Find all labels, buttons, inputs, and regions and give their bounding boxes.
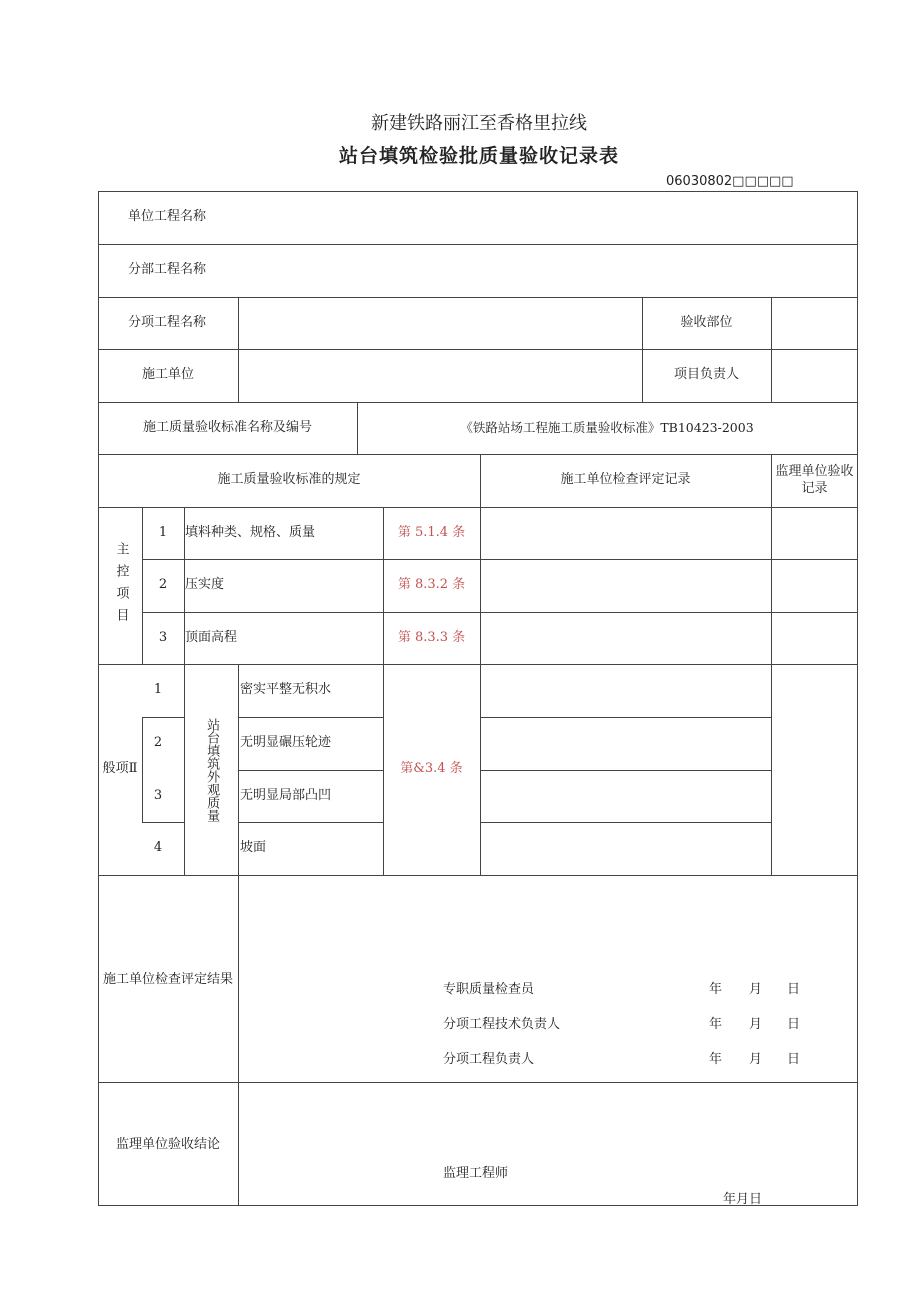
main-control-label: 主控项目 xyxy=(113,541,129,630)
main-item-name: 压实度 xyxy=(185,577,225,593)
general-item-name: 无明显局部凸凹 xyxy=(240,787,332,803)
signer-day: 日 xyxy=(787,982,801,997)
general-label: 般项Ⅱ xyxy=(102,761,138,777)
general-clause: 第&3.4 条 xyxy=(400,761,463,777)
general-group-label: 站台填筑外观质量 xyxy=(204,717,220,822)
contractor-record-header: 施工单位检查评定记录 xyxy=(560,472,691,488)
standard-label: 施工质量验收标准名称及编号 xyxy=(142,419,312,435)
doc-number: 06030802□□□□□ xyxy=(666,174,794,189)
acceptance-part-label: 验收部位 xyxy=(680,314,733,330)
general-item-no: 2 xyxy=(153,735,163,751)
supervisor-engineer-label: 监理工程师 xyxy=(443,1166,509,1181)
signer-year: 年 xyxy=(709,1052,723,1067)
sub-project-label: 分部工程名称 xyxy=(128,262,207,278)
main-item-clause: 第 5.1.4 条 xyxy=(397,524,466,540)
supervisor-date: 年月日 xyxy=(723,1192,763,1207)
general-item-no: 1 xyxy=(153,682,163,698)
spec-header: 施工质量验收标准的规定 xyxy=(217,472,361,488)
contractor-result-label: 施工单位检查评定结果 xyxy=(102,971,233,987)
general-item-name: 坡面 xyxy=(240,840,267,856)
main-item-name: 填料种类、规格、质量 xyxy=(185,524,316,540)
main-item-no: 3 xyxy=(158,629,168,645)
contractor-label: 施工单位 xyxy=(141,367,194,383)
main-item-name: 顶面高程 xyxy=(185,629,238,645)
general-item-no: 3 xyxy=(153,787,163,803)
standard-value: 《铁路站场工程施工质量验收标准》TB10423-2003 xyxy=(460,419,754,435)
general-item-no: 4 xyxy=(153,840,163,856)
supervisor-result-label: 监理单位验收结论 xyxy=(115,1136,220,1152)
general-item-name: 密实平整无积水 xyxy=(240,682,332,698)
form-title: 站台填筑检验批质量验收记录表 xyxy=(338,145,619,167)
supervisor-record-header: 监理单位验收记录 xyxy=(775,463,854,496)
project-manager-label: 项目负责人 xyxy=(673,367,739,383)
signer-day: 日 xyxy=(787,1017,801,1032)
main-item-no: 2 xyxy=(158,577,168,593)
signer-year: 年 xyxy=(709,982,723,997)
signer-month: 月 xyxy=(749,1017,763,1032)
main-item-clause: 第 8.3.2 条 xyxy=(397,577,466,593)
signer-role: 分项工程技术负责人 xyxy=(443,1017,561,1032)
signer-role: 分项工程负责人 xyxy=(443,1052,535,1067)
signer-role: 专职质量检查员 xyxy=(443,982,535,997)
signer-year: 年 xyxy=(709,1017,723,1032)
signer-month: 月 xyxy=(749,982,763,997)
signer-day: 日 xyxy=(787,1052,801,1067)
main-item-no: 1 xyxy=(158,524,168,540)
general-item-name: 无明显碾压轮迹 xyxy=(240,735,332,751)
unit-project-label: 单位工程名称 xyxy=(128,209,207,225)
signer-month: 月 xyxy=(749,1052,763,1067)
line-title: 新建铁路丽江至香格里拉线 xyxy=(371,113,587,134)
item-project-label: 分项工程名称 xyxy=(128,314,207,330)
main-item-clause: 第 8.3.3 条 xyxy=(397,629,466,645)
